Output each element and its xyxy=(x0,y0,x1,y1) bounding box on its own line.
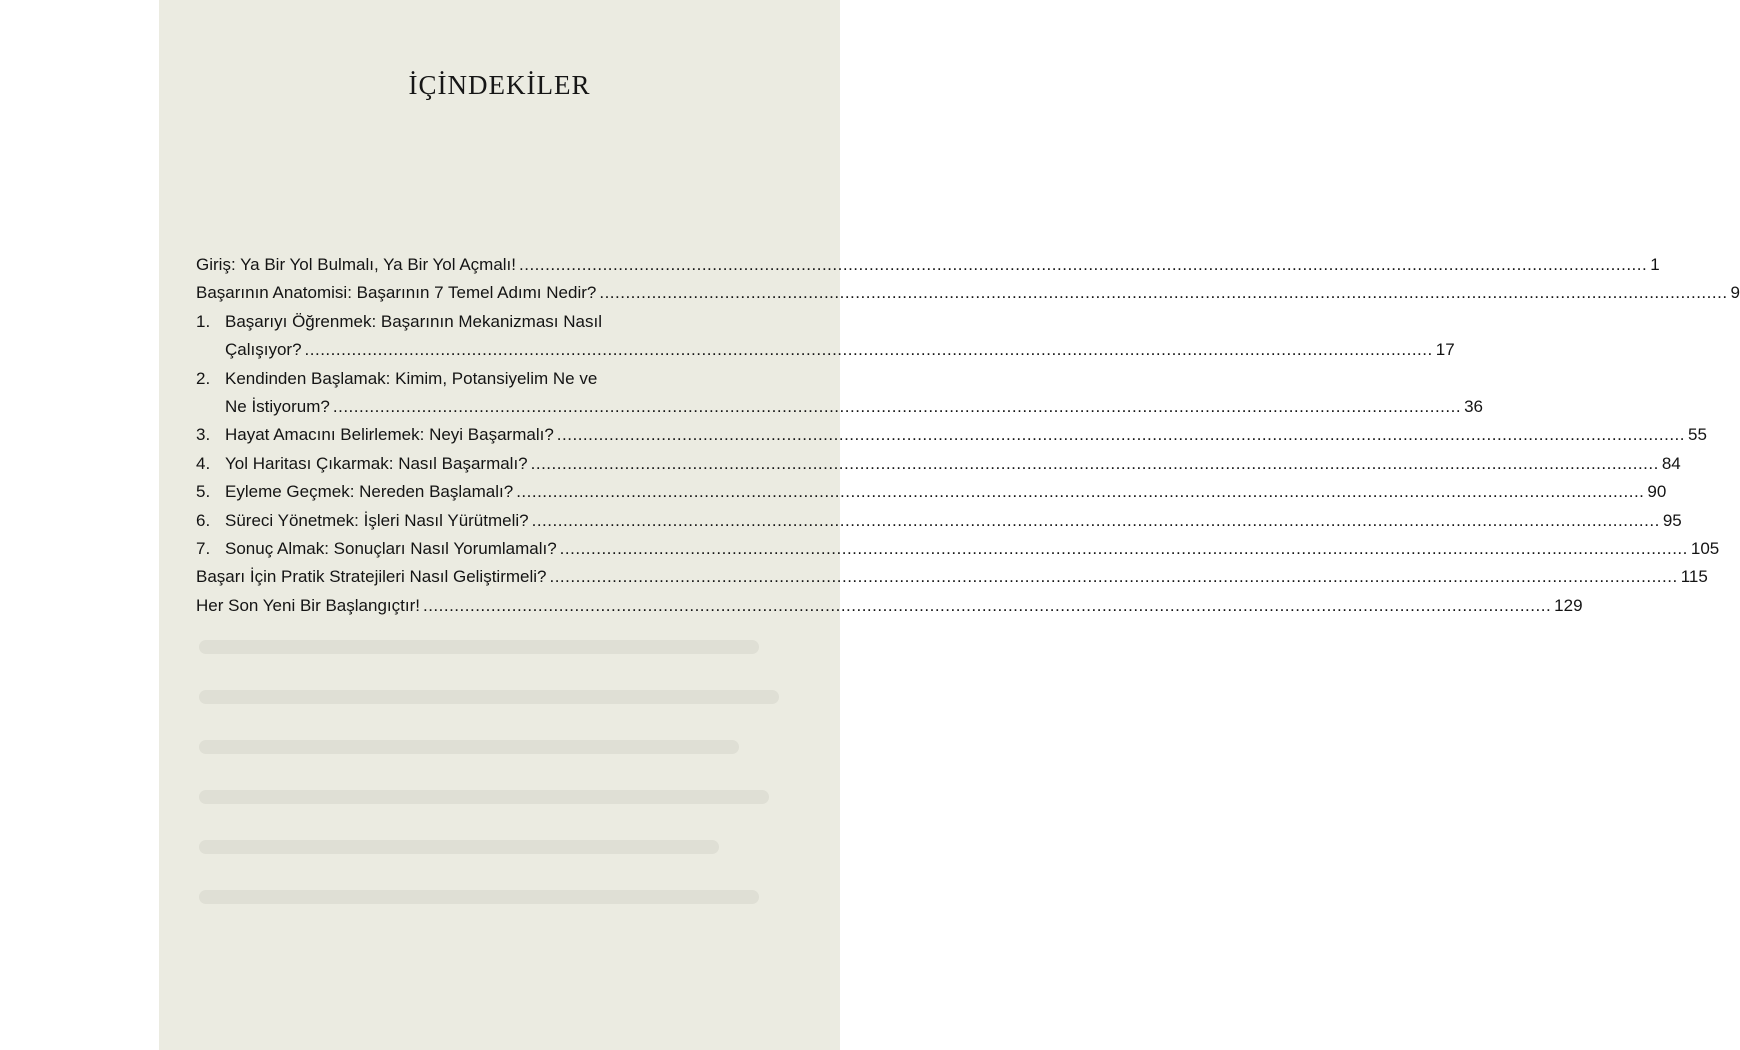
toc-entry-title: Süreci Yönetmek: İşleri Nasıl Yürütmeli? xyxy=(225,510,529,530)
dot-leader xyxy=(531,450,1659,478)
toc-entry-title: Sonuç Almak: Sonuçları Nasıl Yorumlamalı? xyxy=(225,538,557,558)
toc-entry-title: Her Son Yeni Bir Başlangıçtır! xyxy=(196,595,420,615)
toc-page-number: 105 xyxy=(1690,538,1720,558)
toc-page-number: 95 xyxy=(1662,510,1682,530)
toc-entry-ending[interactable] xyxy=(196,592,1583,620)
chapter-number: 3. xyxy=(196,425,211,445)
toc-entry-title: Kendinden Başlamak: Kimim, Potansiyelim Ne ve xyxy=(225,368,598,388)
toc-entry-chapter-7[interactable] xyxy=(196,535,1720,563)
toc-entry-intro[interactable] xyxy=(196,251,1660,279)
bleed-through-texture xyxy=(199,640,759,654)
dot-leader xyxy=(519,251,1647,279)
toc-page-number: 129 xyxy=(1554,595,1583,615)
dot-leader xyxy=(305,336,1433,364)
dot-leader xyxy=(516,478,1644,506)
toc-entry-anatomy[interactable] xyxy=(196,279,1740,307)
dot-leader xyxy=(549,563,1677,591)
toc-entry-title: Hayat Amacını Belirlemek: Neyi Başarmalı? xyxy=(225,425,554,445)
toc-entry-chapter-6[interactable] xyxy=(196,507,1682,535)
chapter-number: 7. xyxy=(196,538,211,558)
chapter-number: 5. xyxy=(196,482,211,502)
toc-page-number: 55 xyxy=(1688,425,1707,445)
bleed-through-texture xyxy=(199,690,779,704)
dot-leader xyxy=(532,507,1660,535)
toc-page-number: 84 xyxy=(1661,453,1681,473)
dot-leader xyxy=(599,279,1727,307)
toc-entry-strategies[interactable] xyxy=(196,563,1708,591)
table-of-contents xyxy=(196,251,1740,620)
toc-page-number: 36 xyxy=(1464,396,1483,416)
toc-entry-chapter-4[interactable] xyxy=(196,450,1681,478)
toc-entry-title: Yol Haritası Çıkarmak: Nasıl Başarmalı? xyxy=(225,453,528,473)
dot-leader xyxy=(560,535,1688,563)
toc-entry-title: Başarıyı Öğrenmek: Başarının Mekanizması Nasıl xyxy=(225,311,602,331)
chapter-number: 2. xyxy=(196,368,211,388)
toc-entry-title-continued: Ne İstiyorum? xyxy=(225,396,330,416)
chapter-number: 4. xyxy=(196,453,211,473)
toc-entry-title: Başarının Anatomisi: Başarının 7 Temel Adımı Nedir? xyxy=(196,283,597,303)
bleed-through-texture xyxy=(199,890,759,904)
toc-page-number: 115 xyxy=(1680,567,1708,587)
chapter-number: 1. xyxy=(196,311,211,331)
toc-page-number: 17 xyxy=(1435,340,1455,360)
toc-entry-chapter-3[interactable] xyxy=(196,421,1707,449)
dot-leader xyxy=(333,393,1461,421)
page-title: İÇİNDEKİLER xyxy=(408,70,591,100)
toc-entry-title-continued: Çalışıyor? xyxy=(225,340,302,360)
dot-leader xyxy=(557,421,1685,449)
toc-page-number: 1 xyxy=(1650,255,1660,274)
toc-entry-title: Giriş: Ya Bir Yol Bulmalı, Ya Bir Yol Açmalı! xyxy=(196,255,517,274)
dot-leader xyxy=(423,592,1551,620)
toc-entry-chapter-2[interactable] xyxy=(196,365,1483,422)
toc-page-number: 90 xyxy=(1647,482,1667,502)
book-page xyxy=(159,0,1740,1050)
toc-entry-chapter-1[interactable] xyxy=(196,308,1455,365)
bleed-through-texture xyxy=(199,840,719,854)
toc-entry-title: Eyleme Geçmek: Nereden Başlamalı? xyxy=(225,482,514,502)
chapter-number: 6. xyxy=(196,510,211,530)
bleed-through-texture xyxy=(199,740,739,754)
toc-entry-title: Başarı İçin Pratik Stratejileri Nasıl Geliştirmeli? xyxy=(196,567,547,587)
toc-entry-chapter-5[interactable] xyxy=(196,478,1667,506)
toc-page-number: 9 xyxy=(1730,283,1740,303)
bleed-through-texture xyxy=(199,790,769,804)
